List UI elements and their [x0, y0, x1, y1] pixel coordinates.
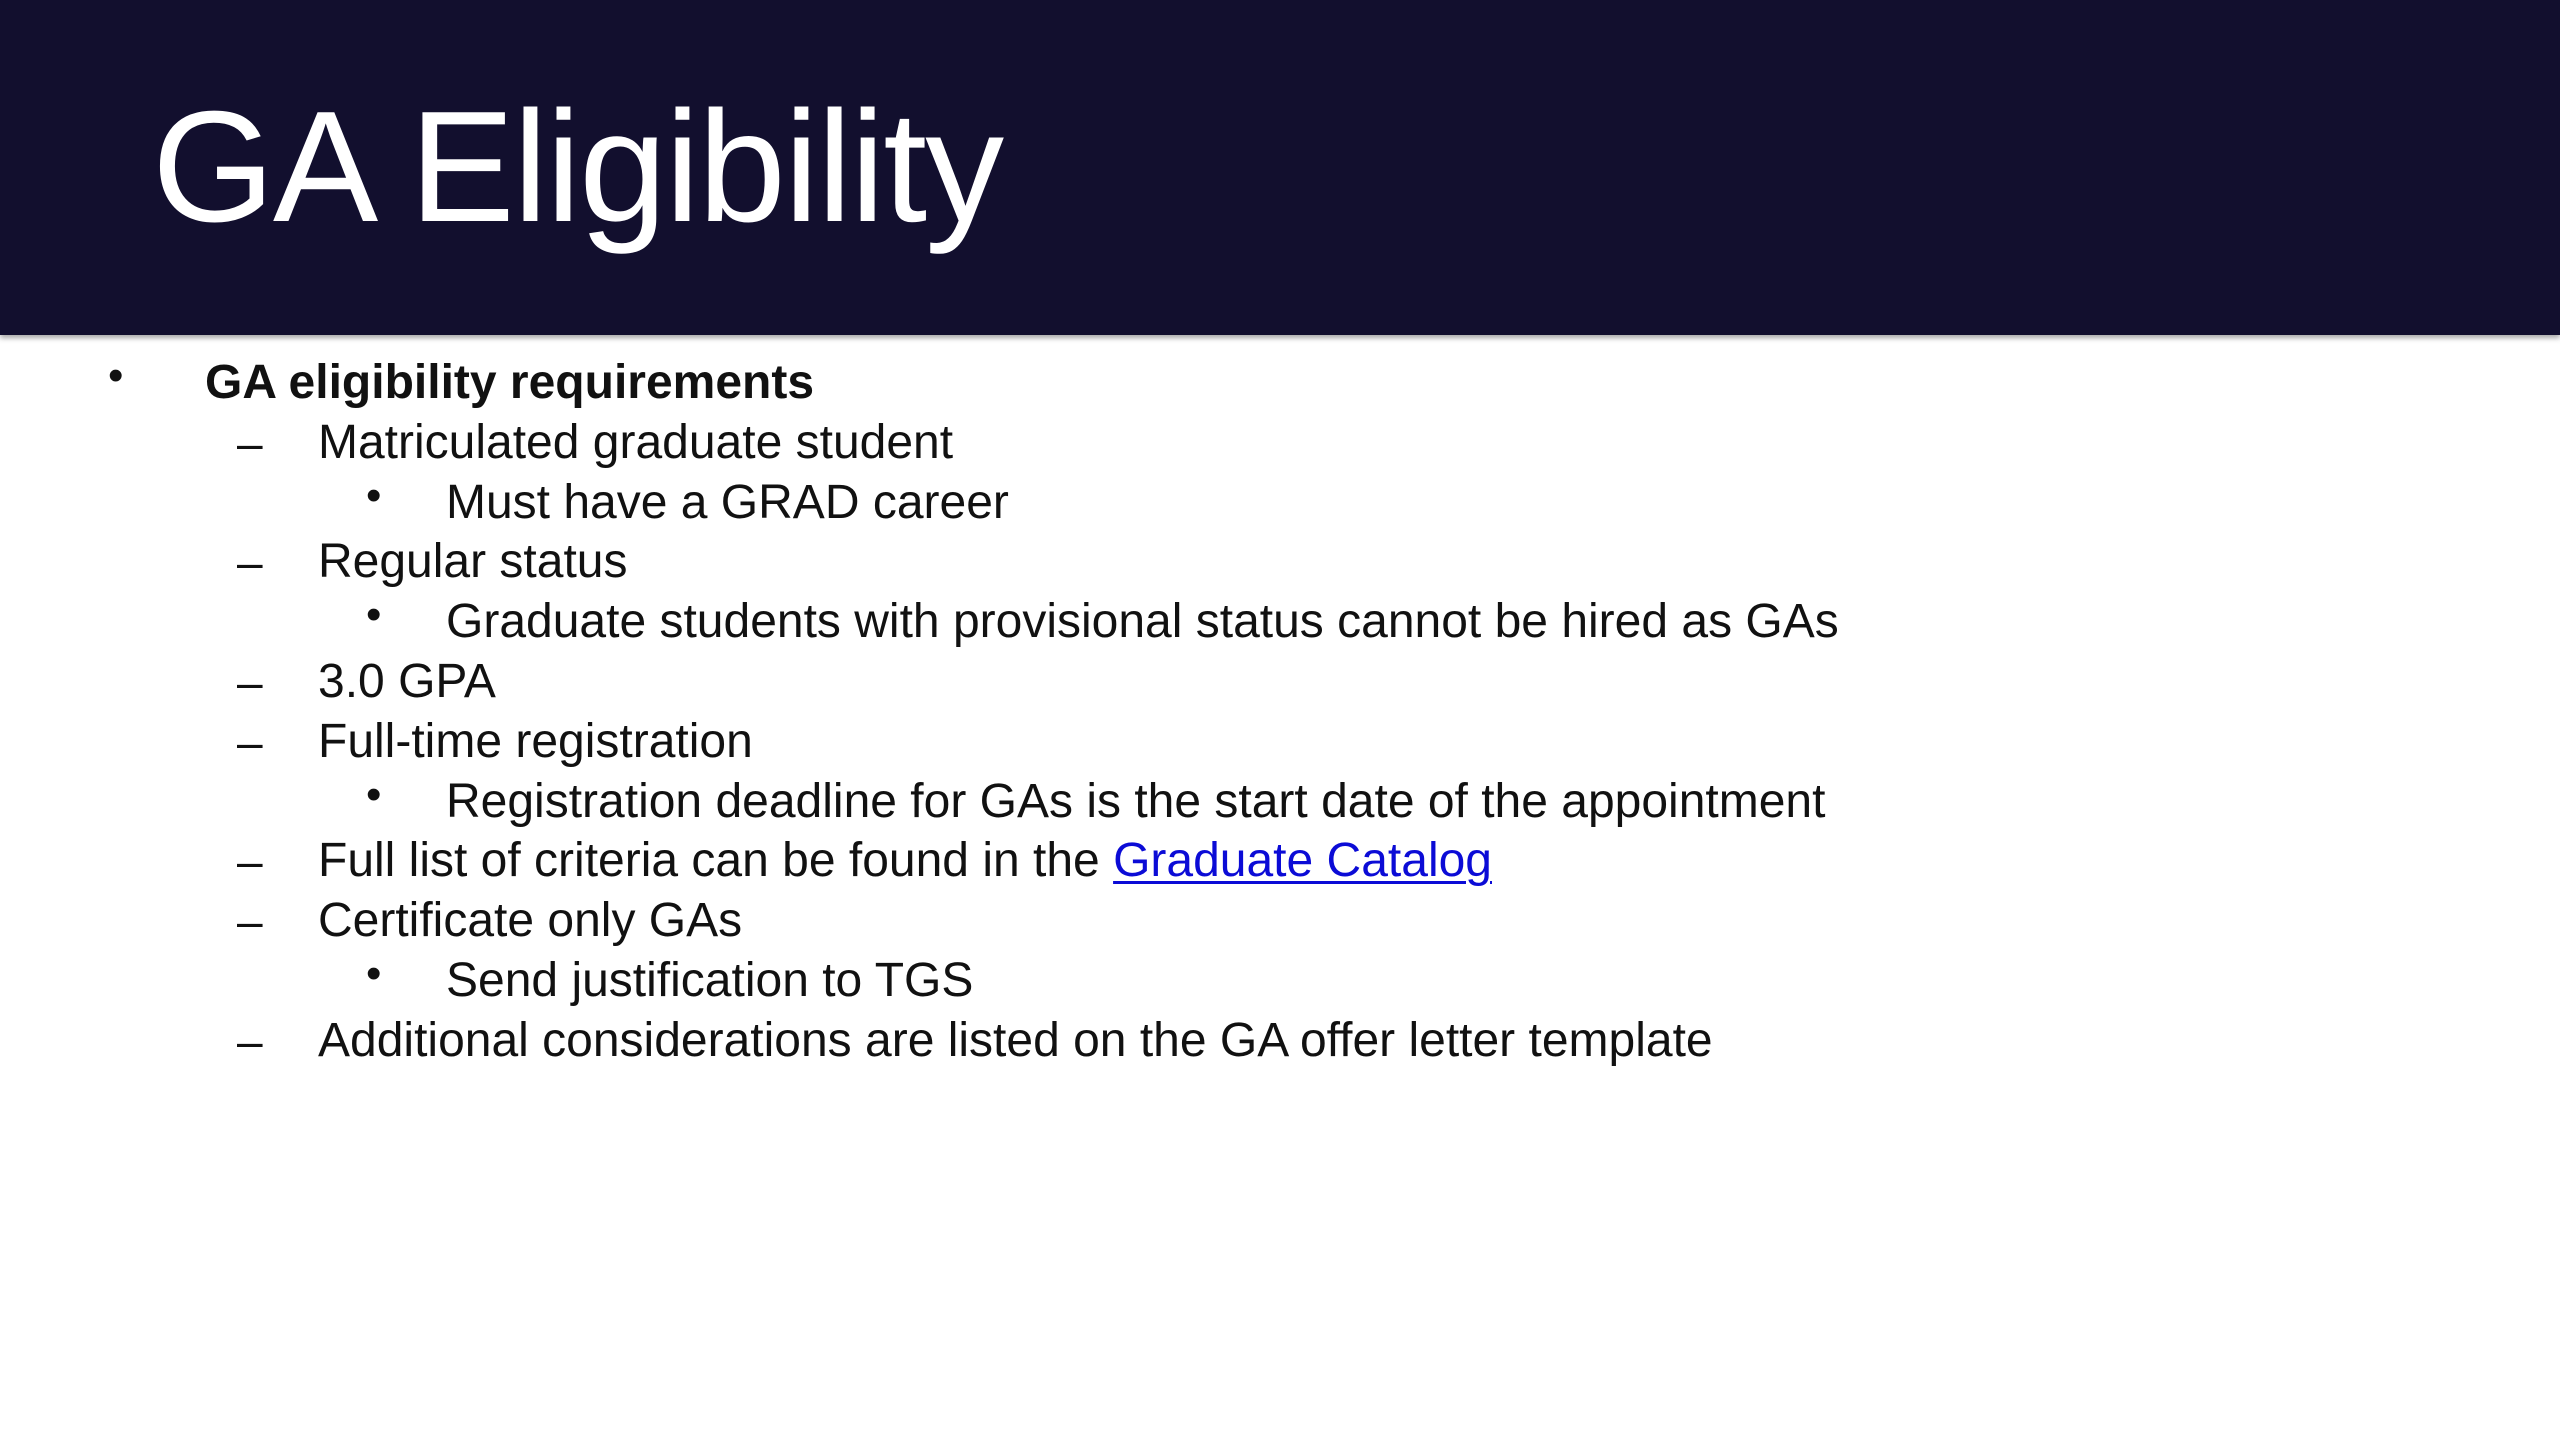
sub-sub-item-registration-deadline: [0, 771, 2560, 831]
title-bar: [0, 0, 2560, 335]
slide-title: GA Eligibility: [152, 79, 1003, 255]
sub-sub-item-justification: [0, 950, 2560, 1010]
dash-marker: –: [237, 536, 263, 589]
bullet-heading: GA eligibility requirements: [205, 356, 815, 409]
bullet-marker: •: [366, 590, 382, 640]
sub-item-full-time: [0, 711, 2560, 771]
sub-sub-item-text: Registration deadline for GAs is the start date of the appointment: [446, 774, 1826, 828]
sub-item-criteria: [0, 830, 2560, 890]
sub-item-text: Full-time registration: [318, 714, 753, 768]
sub-sub-item-grad-career: [0, 472, 2560, 532]
bullet-marker: •: [366, 948, 382, 998]
dash-marker: –: [237, 715, 263, 768]
sub-item-additional: [0, 1010, 2560, 1070]
sub-item-regular-status: [0, 531, 2560, 591]
sub-sub-item-provisional: [0, 591, 2560, 651]
dash-marker: –: [237, 655, 263, 708]
sub-sub-item-text: Must have a GRAD career: [446, 475, 1009, 529]
bullet-marker: •: [366, 769, 382, 819]
criteria-text: Full list of criteria can be found in the: [318, 834, 1114, 888]
sub-item-gpa: [0, 651, 2560, 711]
sub-item-text: Certificate only GAs: [318, 894, 743, 948]
sub-item-text: [318, 834, 1492, 888]
sub-item-text: Regular status: [318, 535, 628, 589]
sub-item-certificate: [0, 890, 2560, 950]
sub-item-text: Additional considerations are listed on the GA offer letter template: [318, 1013, 1713, 1067]
dash-marker: –: [237, 895, 263, 948]
dash-marker: –: [237, 835, 263, 888]
bullet-list: [0, 352, 2560, 1070]
dash-marker: –: [237, 416, 263, 469]
dash-marker: –: [237, 1014, 263, 1067]
bullet-marker: •: [366, 470, 382, 520]
graduate-catalog-link[interactable]: Graduate Catalog: [1113, 834, 1492, 888]
bullet-marker: •: [108, 351, 124, 400]
bullet-item-eligibility-requirements: [0, 352, 2560, 412]
sub-sub-item-text: Send justification to TGS: [446, 953, 974, 1007]
sub-sub-item-text: Graduate students with provisional status cannot be hired as GAs: [446, 595, 1839, 649]
sub-item-text: 3.0 GPA: [318, 654, 496, 708]
sub-item-matriculated: [0, 412, 2560, 472]
sub-item-text: Matriculated graduate student: [318, 415, 954, 469]
